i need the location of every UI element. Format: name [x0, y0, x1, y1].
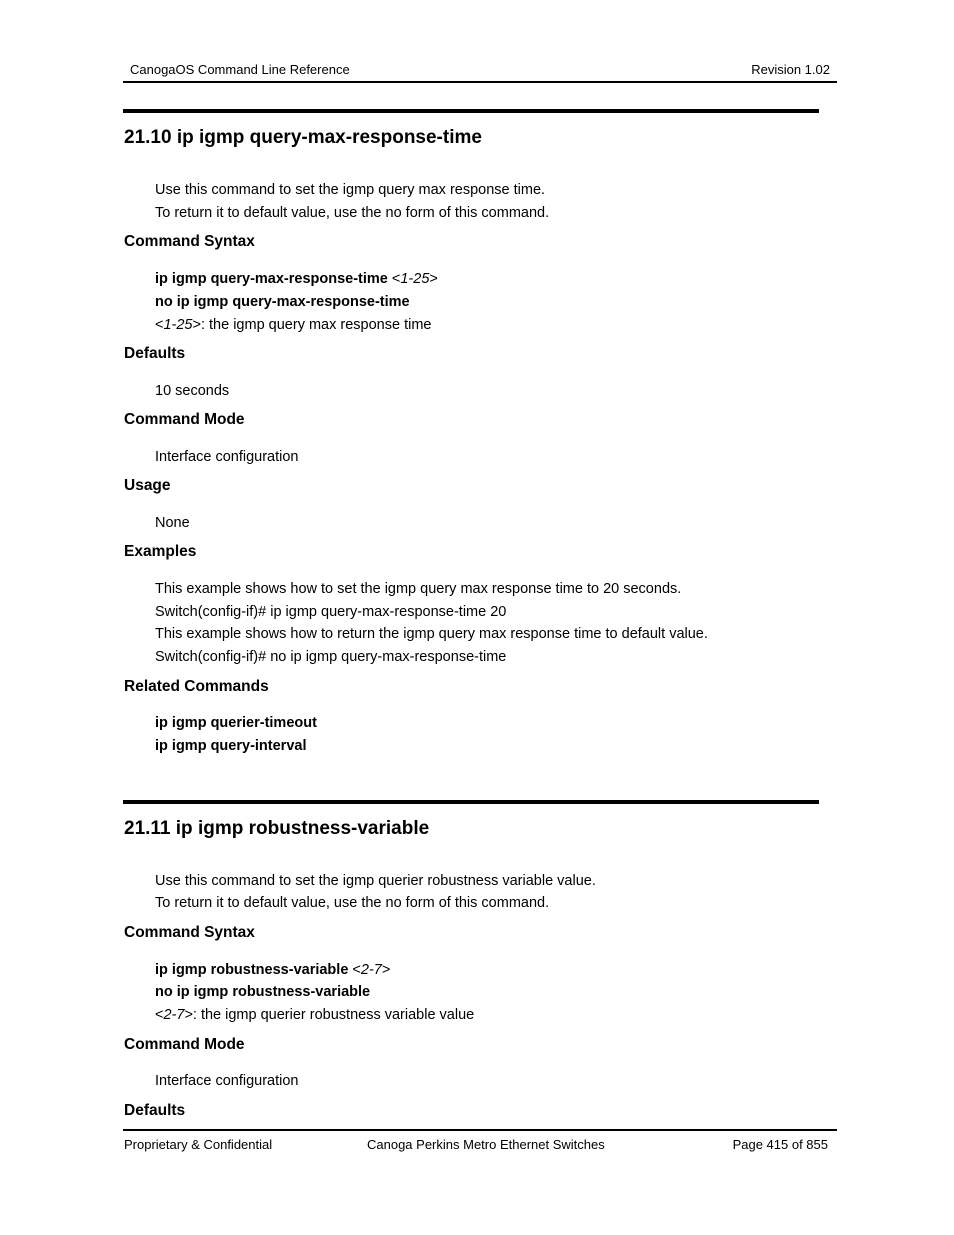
subheading-defaults: Defaults: [124, 345, 186, 362]
syntax-arg: 2-7: [360, 962, 382, 978]
param-arg: 2-7: [163, 1007, 185, 1023]
doc-title: CanogaOS Command Line Reference: [130, 62, 350, 77]
syntax-no-form: no ip igmp robustness-variable: [155, 984, 371, 1000]
footer-rule: [123, 1129, 837, 1131]
param-desc: >: the igmp querier robustness variable value: [184, 1007, 475, 1023]
syntax-arg-open: <: [387, 271, 401, 287]
subheading-related-commands: Related Commands: [124, 678, 269, 695]
param-desc: >: the igmp query max response time: [192, 317, 432, 333]
example-line: Switch(config-if)# ip igmp query-max-response-time 20: [155, 604, 507, 620]
section-rule: [123, 109, 819, 113]
param-open: <: [155, 317, 164, 333]
defaults-value: 10 seconds: [155, 383, 230, 399]
section-heading: 21.10 ip igmp query-max-response-time: [124, 127, 482, 148]
param-arg: 1-25: [163, 317, 193, 333]
syntax-line: [155, 962, 390, 978]
subheading-defaults: Defaults: [124, 1102, 186, 1119]
example-line: This example shows how to return the igmp query max response time to default value.: [155, 626, 708, 642]
subheading-command-mode: Command Mode: [124, 411, 245, 428]
intro-line: Use this command to set the igmp querier robustness variable value.: [155, 873, 596, 889]
subheading-command-syntax: Command Syntax: [124, 924, 255, 941]
example-line: Switch(config-if)# no ip igmp query-max-response-time: [155, 649, 507, 665]
syntax-command: ip igmp robustness-variable: [155, 962, 349, 978]
example-line: This example shows how to set the igmp query max response time to 20 seconds.: [155, 581, 682, 597]
subheading-examples: Examples: [124, 543, 197, 560]
section-heading: 21.11 ip igmp robustness-variable: [124, 818, 430, 839]
subheading-command-syntax: Command Syntax: [124, 233, 255, 250]
page-number: Page 415 of 855: [732, 1137, 828, 1152]
header-rule: [123, 81, 837, 83]
syntax-arg-open: <: [348, 962, 361, 978]
related-command: ip igmp querier-timeout: [155, 715, 317, 731]
parameter-description: [155, 317, 431, 333]
syntax-command: ip igmp query-max-response-time: [155, 271, 388, 287]
revision: Revision 1.02: [751, 62, 830, 77]
subheading-command-mode: Command Mode: [124, 1036, 245, 1053]
section-rule: [123, 800, 819, 804]
intro-line: To return it to default value, use the no form of this command.: [155, 205, 550, 221]
syntax-no-form: no ip igmp query-max-response-time: [155, 294, 410, 310]
footer-left: Proprietary & Confidential: [124, 1137, 273, 1152]
subheading-usage: Usage: [124, 477, 171, 494]
intro-line: Use this command to set the igmp query max response time.: [155, 182, 546, 198]
command-mode-value: Interface configuration: [155, 449, 299, 465]
intro-line: To return it to default value, use the no form of this command.: [155, 895, 550, 911]
syntax-arg-close: >: [381, 962, 391, 978]
parameter-description: [155, 1007, 474, 1023]
syntax-line: [155, 271, 438, 287]
related-command: ip igmp query-interval: [155, 738, 307, 754]
param-open: <: [155, 1007, 164, 1023]
command-mode-value: Interface configuration: [155, 1073, 299, 1089]
footer-center: Canoga Perkins Metro Ethernet Switches: [367, 1137, 605, 1152]
usage-value: None: [155, 515, 190, 531]
syntax-arg-close: >: [429, 271, 438, 287]
syntax-arg: 1-25: [400, 271, 430, 287]
